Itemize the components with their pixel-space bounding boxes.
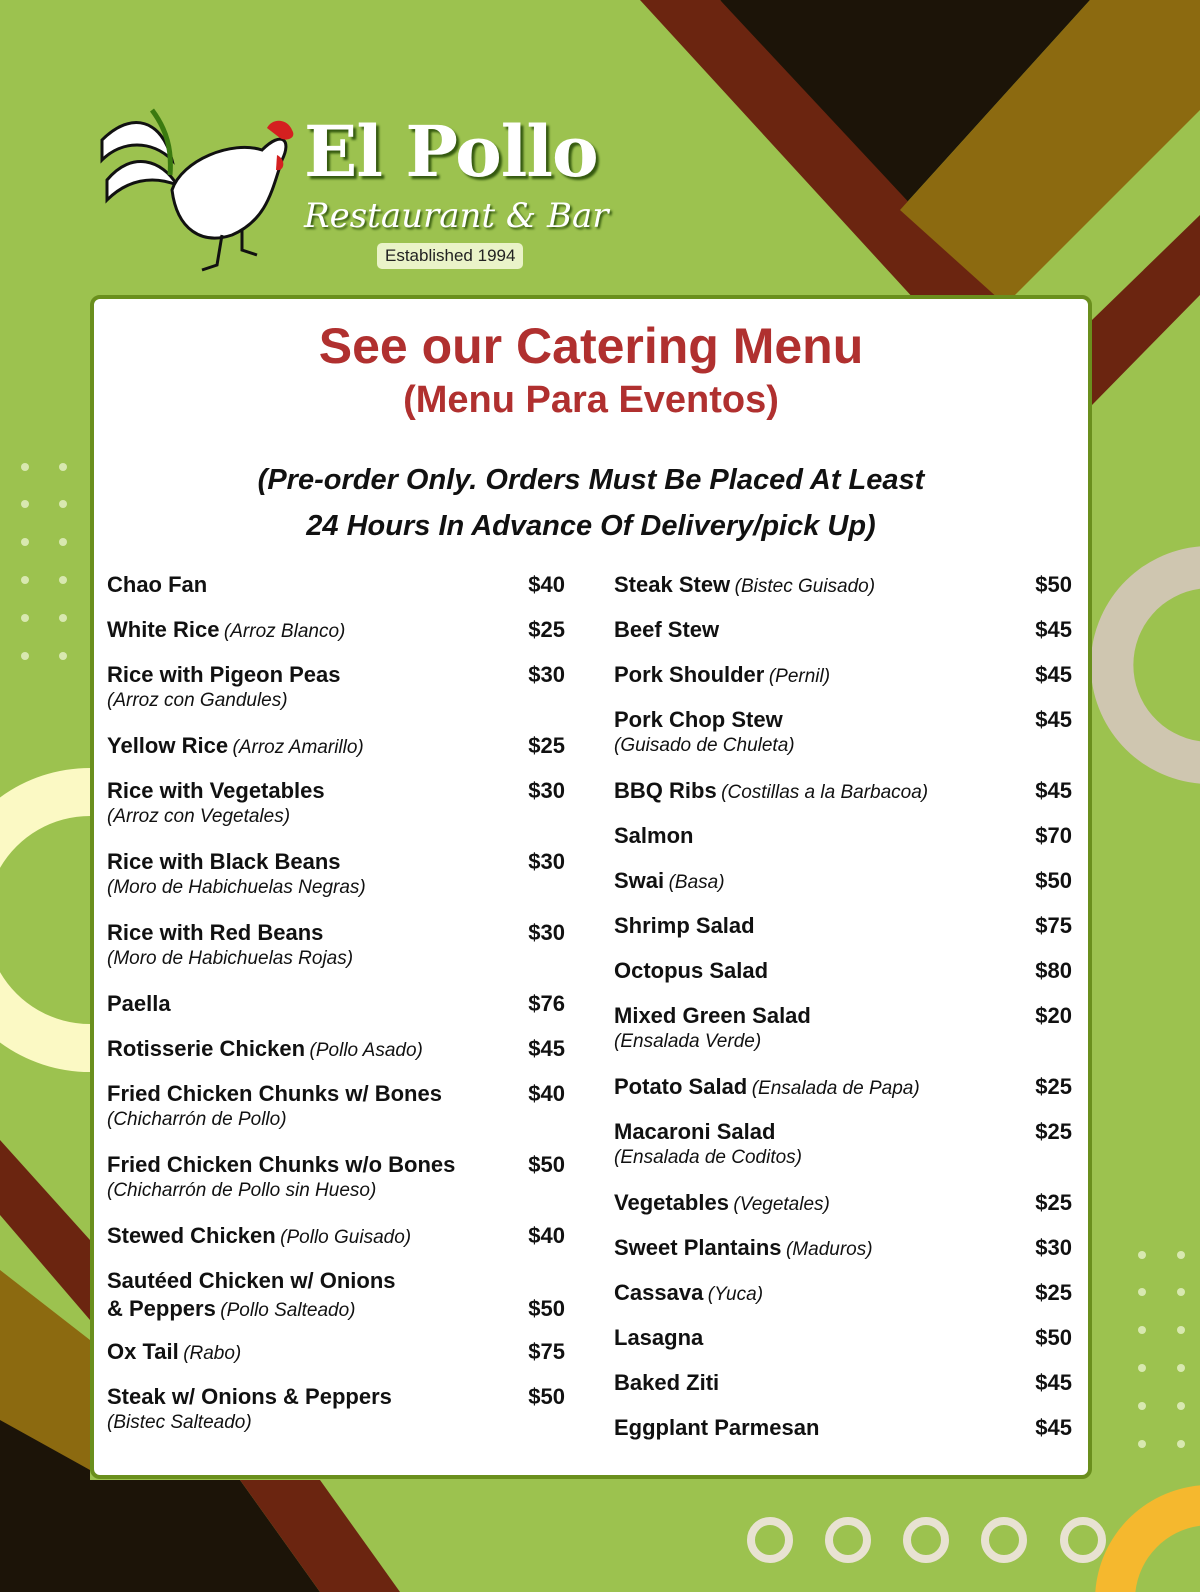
- menu-item-text: [107, 1035, 423, 1063]
- item-spanish-name: (Ensalada de Coditos): [614, 1147, 802, 1168]
- item-spanish-name: (Basa): [668, 872, 725, 893]
- item-name: Eggplant Parmesan: [614, 1415, 820, 1440]
- menu-item-text: [107, 1222, 411, 1250]
- menu-item: [614, 1073, 1072, 1118]
- item-name: Rice with Red Beans: [107, 920, 324, 945]
- item-name: Mixed Green Salad: [614, 1003, 811, 1028]
- menu-item-text: [614, 867, 725, 895]
- item-price: $30: [528, 778, 565, 803]
- menu-item: [614, 661, 1072, 706]
- item-spanish-name: (Arroz con Vegetales): [107, 806, 291, 827]
- item-name: Rice with Pigeon Peas: [107, 662, 341, 687]
- item-spanish-name: (Ensalada de Papa): [751, 1078, 920, 1099]
- menu-item: [614, 1002, 1072, 1073]
- item-spanish-name: (Pernil): [768, 666, 831, 687]
- menu-item-text: [614, 616, 719, 644]
- item-spanish-name: (Pollo Salteado): [220, 1300, 356, 1321]
- menu-item: [107, 919, 565, 990]
- menu-item-text: [614, 1414, 819, 1442]
- menu-item-text: [107, 1338, 241, 1366]
- item-price: $40: [528, 572, 565, 597]
- menu-item-text: [614, 1234, 873, 1262]
- menu-item: [614, 1369, 1072, 1414]
- menu-item: [614, 777, 1072, 822]
- item-price: $45: [1035, 1370, 1072, 1395]
- menu-item-text: [107, 1151, 455, 1203]
- item-name: Paella: [107, 991, 171, 1016]
- menu-item-text: [614, 1279, 763, 1307]
- item-name: Beef Stew: [614, 617, 720, 642]
- menu-item: [614, 571, 1072, 616]
- logo-subtitle: Restaurant & Bar: [304, 196, 609, 236]
- item-price: $45: [1035, 1415, 1072, 1440]
- restaurant-logo: [92, 100, 612, 275]
- menu-item: [614, 616, 1072, 661]
- page-subtitle: (Menu Para Eventos): [403, 379, 779, 421]
- item-name: Octopus Salad: [614, 958, 769, 983]
- item-name: Vegetables: [614, 1190, 729, 1215]
- item-price: $40: [528, 1223, 565, 1248]
- menu-item: [614, 822, 1072, 867]
- item-price: $45: [1035, 778, 1072, 803]
- item-spanish-name: (Moro de Habichuelas Negras): [107, 877, 366, 898]
- item-name: Fried Chicken Chunks w/ Bones: [107, 1081, 442, 1106]
- item-price: $25: [1035, 1280, 1072, 1305]
- note-line-1: (Pre-order Only. Orders Must Be Placed At Least: [257, 464, 925, 496]
- menu-item-text: [614, 957, 768, 985]
- menu-item-text: [107, 732, 364, 760]
- menu-item-text: [614, 777, 928, 805]
- item-price: $50: [528, 1152, 565, 1177]
- item-spanish-name: (Vegetales): [733, 1194, 830, 1215]
- item-name: Fried Chicken Chunks w/o Bones: [107, 1152, 456, 1177]
- preorder-note: [94, 457, 1088, 549]
- item-spanish-name: (Arroz Amarillo): [232, 737, 364, 758]
- item-price: $45: [1035, 662, 1072, 687]
- menu-item-text: [107, 571, 207, 599]
- item-name: Sautéed Chicken w/ Onions: [107, 1268, 396, 1293]
- menu-item-text: [614, 1118, 802, 1170]
- established-badge: Established 1994: [377, 243, 523, 269]
- item-price: $30: [528, 920, 565, 945]
- item-price: $80: [1035, 958, 1072, 983]
- menu-card: [90, 295, 1092, 1479]
- menu-item-text: [107, 1080, 442, 1132]
- menu-item-text: [107, 990, 171, 1018]
- item-name: Stewed Chicken: [107, 1223, 276, 1248]
- menu-item: [614, 867, 1072, 912]
- item-name-continued: & Peppers: [107, 1296, 216, 1321]
- menu-item-text: [614, 1002, 811, 1054]
- menu-item-text: [614, 1369, 719, 1397]
- menu-item-text: [107, 848, 366, 900]
- menu-item-text: [614, 706, 795, 758]
- item-name: Rotisserie Chicken: [107, 1036, 306, 1061]
- menu-item: [614, 957, 1072, 1002]
- item-name: Yellow Rice: [107, 733, 229, 758]
- item-spanish-name: (Chicharrón de Pollo sin Hueso): [107, 1180, 377, 1201]
- item-name: Steak Stew: [614, 572, 731, 597]
- item-name: Baked Ziti: [614, 1370, 720, 1395]
- menu-item: [107, 732, 565, 777]
- item-name: Rice with Black Beans: [107, 849, 341, 874]
- item-spanish-name: (Pollo Guisado): [280, 1227, 412, 1248]
- menu-item: [107, 571, 565, 616]
- item-spanish-name: (Arroz con Gandules): [107, 690, 288, 711]
- item-price: $25: [1035, 1190, 1072, 1215]
- item-spanish-name: (Ensalada Verde): [614, 1031, 762, 1052]
- item-price: $30: [528, 849, 565, 874]
- menu-item-text: [614, 661, 830, 689]
- item-price: $45: [1035, 707, 1072, 732]
- menu-item-text: [614, 1324, 703, 1352]
- item-spanish-name: (Yuca): [707, 1284, 764, 1305]
- menu-item: [107, 848, 565, 919]
- menu-item: [614, 912, 1072, 957]
- menu-item-text: [614, 912, 755, 940]
- item-spanish-name: (Bistec Salteado): [107, 1412, 252, 1433]
- item-price: $30: [528, 662, 565, 687]
- item-name: Macaroni Salad: [614, 1119, 776, 1144]
- item-price: $40: [528, 1081, 565, 1106]
- menu-item-text: [614, 1073, 920, 1101]
- menu-item-text: [614, 571, 875, 599]
- item-name: Sweet Plantains: [614, 1235, 782, 1260]
- menu-item: [107, 1035, 565, 1080]
- item-price: $76: [528, 991, 565, 1016]
- menu-item: [614, 1279, 1072, 1324]
- item-price: $50: [1035, 572, 1072, 597]
- menu-item-text: [107, 1267, 396, 1323]
- menu-item: [107, 1338, 565, 1383]
- menu-item-text: [107, 616, 345, 644]
- item-price: $75: [1035, 913, 1072, 938]
- menu-item: [107, 1267, 565, 1338]
- menu-item: [107, 1222, 565, 1267]
- item-price: $50: [1035, 1325, 1072, 1350]
- item-spanish-name: (Chicharrón de Pollo): [107, 1109, 287, 1130]
- page-title: See our Catering Menu: [318, 318, 864, 374]
- item-spanish-name: (Pollo Asado): [309, 1040, 423, 1061]
- item-price: $45: [528, 1036, 565, 1061]
- menu-item: [107, 1080, 565, 1151]
- menu-item: [614, 1324, 1072, 1369]
- item-price: $50: [528, 1296, 565, 1321]
- item-name: Swai: [614, 868, 665, 893]
- item-spanish-name: (Moro de Habichuelas Rojas): [107, 948, 354, 969]
- menu-item: [614, 1414, 1072, 1459]
- menu-item-text: [107, 661, 341, 713]
- item-price: $25: [528, 617, 565, 642]
- item-price: $70: [1035, 823, 1072, 848]
- item-name: White Rice: [107, 617, 220, 642]
- menu-item-text: [107, 919, 353, 971]
- item-name: Rice with Vegetables: [107, 778, 325, 803]
- menu-item: [614, 706, 1072, 777]
- menu-item: [107, 1151, 565, 1222]
- item-spanish-name: (Bistec Guisado): [734, 576, 876, 597]
- item-name: Lasagna: [614, 1325, 704, 1350]
- menu-item: [107, 990, 565, 1035]
- item-spanish-name: (Guisado de Chuleta): [614, 735, 795, 756]
- menu-item: [107, 661, 565, 732]
- item-price: $45: [1035, 617, 1072, 642]
- item-name: Pork Shoulder: [614, 662, 765, 687]
- menu-item-text: [614, 1189, 830, 1217]
- item-price: $30: [1035, 1235, 1072, 1260]
- item-price: $20: [1035, 1003, 1072, 1028]
- menu-item: [107, 1383, 565, 1454]
- note-line-2: 24 Hours In Advance Of Delivery/pick Up): [306, 510, 876, 542]
- item-name: Shrimp Salad: [614, 913, 755, 938]
- item-price: $25: [1035, 1074, 1072, 1099]
- item-name: Salmon: [614, 823, 694, 848]
- menu-item: [614, 1189, 1072, 1234]
- logo-title: El Pollo: [304, 110, 598, 193]
- item-price: $50: [1035, 868, 1072, 893]
- item-price: $50: [528, 1384, 565, 1409]
- item-name: Steak w/ Onions & Peppers: [107, 1384, 392, 1409]
- rooster-icon: [92, 100, 302, 275]
- item-name: BBQ Ribs: [614, 778, 717, 803]
- item-spanish-name: (Costillas a la Barbacoa): [721, 782, 929, 803]
- item-spanish-name: (Rabo): [183, 1343, 242, 1364]
- menu-item-text: [107, 1383, 392, 1435]
- item-price: $75: [528, 1339, 565, 1364]
- menu-item: [107, 777, 565, 848]
- item-price: $25: [528, 733, 565, 758]
- item-name: Cassava: [614, 1280, 704, 1305]
- menu-item: [614, 1118, 1072, 1189]
- menu-item-text: [614, 822, 693, 850]
- item-spanish-name: (Arroz Blanco): [223, 621, 346, 642]
- item-spanish-name: (Maduros): [785, 1239, 873, 1260]
- menu-item: [614, 1234, 1072, 1279]
- menu-item: [107, 616, 565, 661]
- menu-column-right: [614, 571, 1072, 1459]
- menu-column-left: [107, 571, 565, 1454]
- item-name: Potato Salad: [614, 1074, 748, 1099]
- item-name: Ox Tail: [107, 1339, 179, 1364]
- menu-item-text: [107, 777, 325, 829]
- item-name: Pork Chop Stew: [614, 707, 783, 732]
- item-price: $25: [1035, 1119, 1072, 1144]
- item-name: Chao Fan: [107, 572, 208, 597]
